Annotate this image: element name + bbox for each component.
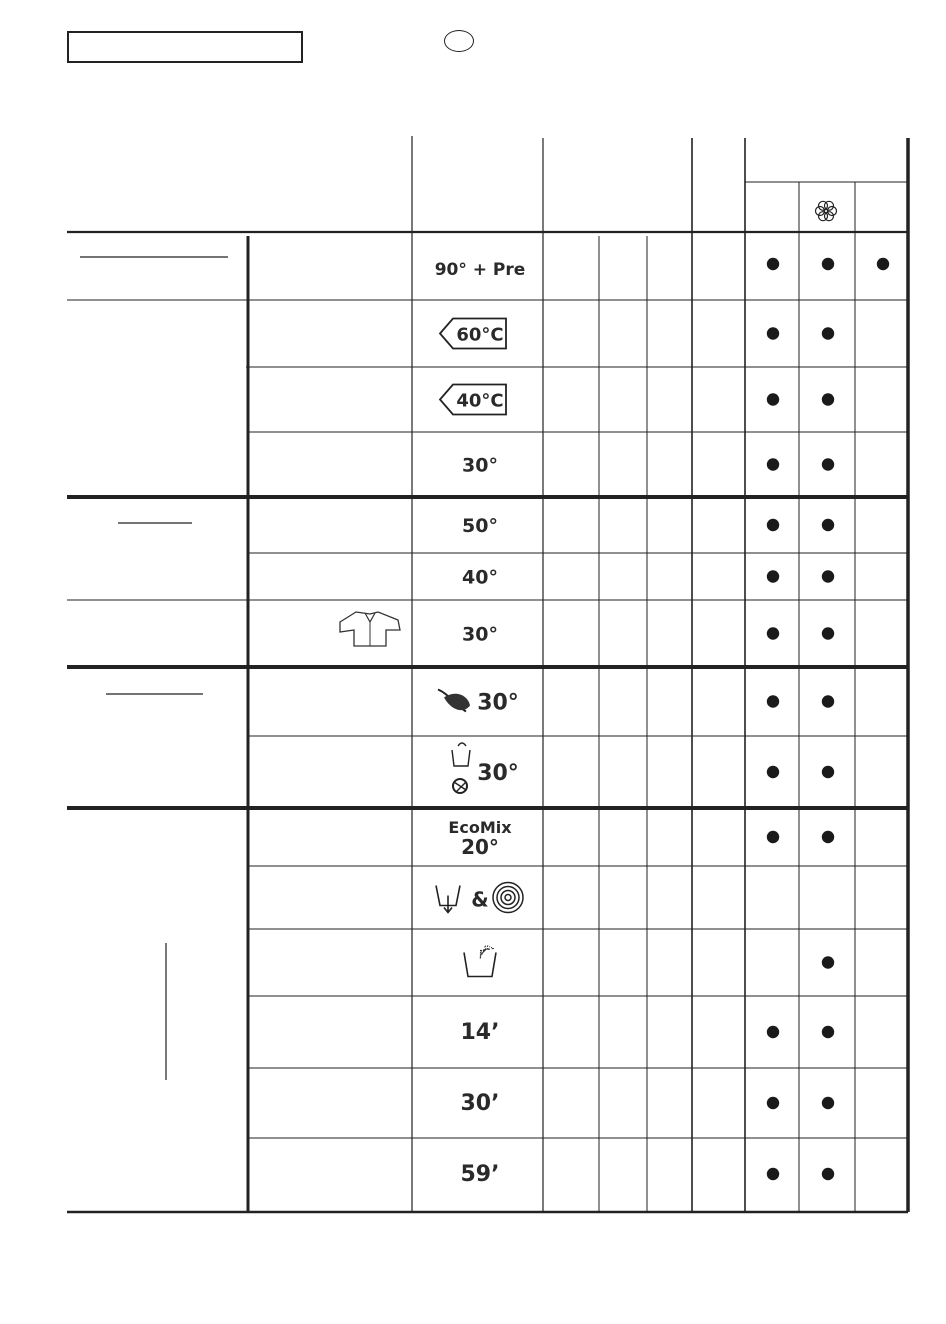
option-dot — [767, 393, 779, 405]
programme-symbol-4: 30° — [462, 454, 498, 477]
option-dot — [767, 458, 779, 470]
option-dot — [767, 519, 779, 531]
option-dot — [767, 627, 779, 639]
programme-symbol-6: 40° — [462, 566, 498, 589]
programme-symbol-1: 90° + Pre — [434, 260, 526, 280]
programme-symbol-13: 14’ — [460, 1020, 500, 1045]
option-dot — [822, 627, 834, 639]
option-dot — [767, 327, 779, 339]
option-dot — [822, 1097, 834, 1109]
programme-symbols — [435, 260, 526, 1187]
programme-symbol-7: 30° — [462, 623, 498, 646]
option-dot — [822, 327, 834, 339]
option-dot — [822, 956, 834, 968]
table-icons — [340, 201, 837, 976]
programme-symbol-5: 50° — [462, 515, 498, 537]
option-dot — [822, 1026, 834, 1038]
option-dot — [822, 831, 834, 843]
ampersand-label: & — [471, 887, 489, 912]
ecomix-label: EcoMix — [448, 818, 512, 837]
option-dot — [822, 393, 834, 405]
shirt-icon — [340, 612, 400, 646]
option-dot — [822, 1168, 834, 1180]
option-dot — [822, 766, 834, 778]
handwash-wool-icon — [452, 743, 470, 793]
programme-symbol-2: 60°C — [456, 324, 504, 346]
option-dot — [767, 766, 779, 778]
option-dot — [767, 1097, 779, 1109]
option-dot — [822, 695, 834, 707]
table-grid-lines — [67, 136, 908, 1212]
programme-symbol-9: 30° — [477, 761, 519, 786]
option-dot — [822, 458, 834, 470]
programme-symbol-3: 40°C — [456, 390, 504, 412]
programme-symbol-8: 30° — [477, 690, 519, 716]
softener-flower-icon — [816, 201, 837, 220]
ecomix-temperature: 20° — [461, 835, 499, 859]
option-dot — [767, 1168, 779, 1180]
option-dot — [767, 258, 779, 270]
option-dot — [822, 570, 834, 582]
option-dot — [822, 519, 834, 531]
option-dot — [767, 570, 779, 582]
option-dot — [767, 1026, 779, 1038]
option-dot — [822, 258, 834, 270]
option-dot — [877, 258, 889, 270]
programme-symbol-15: 59’ — [460, 1162, 500, 1187]
feather-icon — [438, 690, 470, 712]
programme-symbol-14: 30’ — [460, 1091, 500, 1116]
option-dot — [767, 695, 779, 707]
rinse-icon — [464, 945, 496, 977]
option-dots — [767, 258, 889, 1180]
option-dot — [767, 831, 779, 843]
